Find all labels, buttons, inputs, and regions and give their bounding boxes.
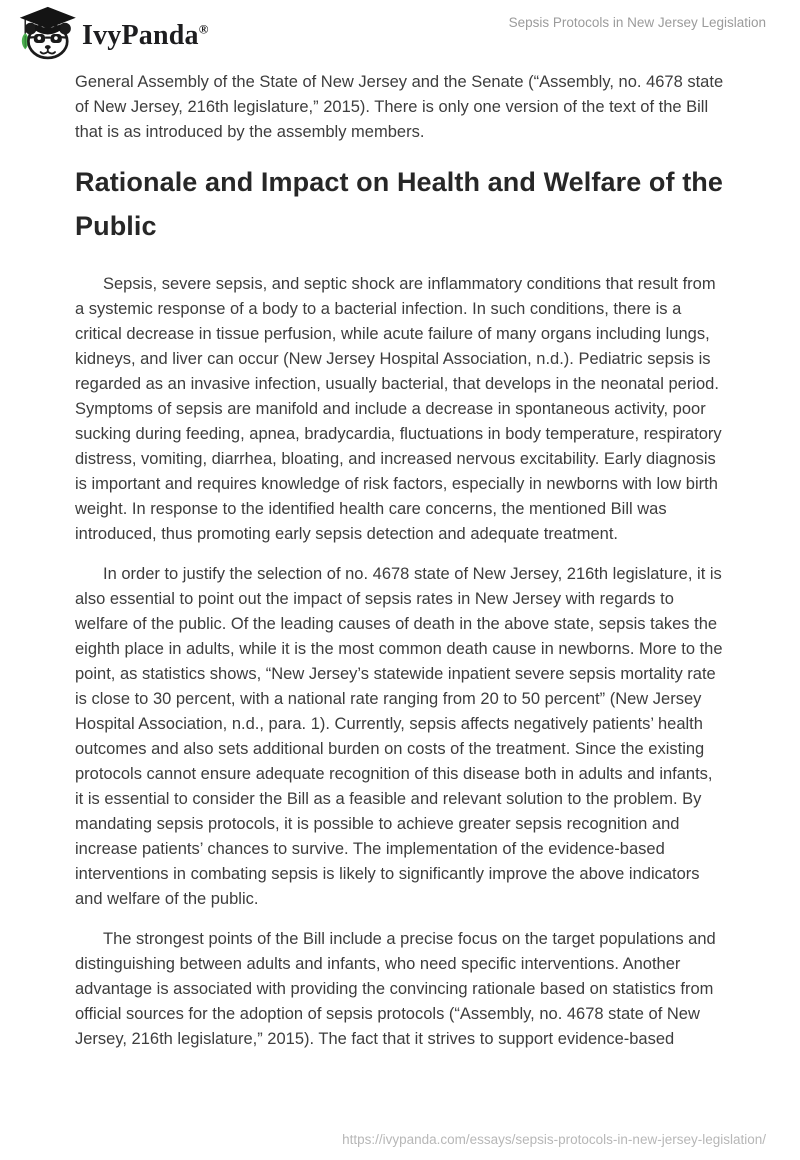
body-paragraph: Sepsis, severe sepsis, and septic shock are inflammatory conditions that result from a systemic response of a body to a bacterial infection. In such conditions, there is a critical decrease in tissue perfusion, while acute failure of many organs including lungs, kidneys, and liver can occur (New Jersey Hospital Association, n.d.). Pediatric sepsis is regarded as an invasive infection, usually bacterial, that develops in the neonatal period. Symptoms of sepsis are manifold and include a decrease in spontaneous activity, poor sucking during feeding, apnea, bradycardia, fluctuations in body temperature, respiratory distress, vomiting, diarrhea, bloating, and increased nervous excitability. Early diagnosis is important and requires knowledge of risk factors, especially in newborns with low birth weight. In response to the identified health care concerns, the mentioned Bill was introduced, thus promoting early sepsis detection and adequate treatment. (75, 275, 722, 543)
panda-logo-icon (13, 6, 79, 62)
ivypanda-logo[interactable] (13, 6, 209, 62)
registered-trademark-symbol: ® (198, 21, 209, 37)
body-paragraph: The strongest points of the Bill include a precise focus on the target populations and distinguishing between adults and infants, who need specific interventions. Another advantage is associated with providing the convincing rationale based on statistics from official sources for the adoption of sepsis protocols (“Assembly, no. 4678 state of New Jersey, 216th legislature,” 2015). The fact that it strives to support evidence-based (75, 930, 716, 1048)
essay-content (0, 66, 800, 1052)
body-paragraph: In order to justify the selection of no. 4678 state of New Jersey, 216th legislature, it is also essential to point out the impact of sepsis rates in New Jersey with regards to welfare of the public. Of the leading causes of death in the above state, sepsis takes the eighth place in adults, while it is the most common death cause in newborns. More to the point, as statistics shows, “New Jersey’s statewide inpatient severe sepsis mortality rate is close to 30 percent, with a national rate ranging from 20 to 50 percent” (New Jersey Hospital Association, n.d., para. 1). Currently, sepsis affects negatively patients’ health outcomes and also sets additional burden on costs of the treatment. Since the existing protocols cannot ensure adequate recognition of this disease both in adults and infants, it is essential to consider the Bill as a feasible and relevant solution to the problem. By mandating sepsis protocols, it is possible to achieve greater sepsis recognition and increase patients’ chances to survive. The implementation of the evidence-based interventions in combating sepsis is likely to significantly improve the above indicators and welfare of the public. (75, 565, 723, 908)
source-url-link[interactable]: https://ivypanda.com/essays/sepsis-protocols-in-new-jersey-legislation/ (342, 1132, 766, 1147)
intro-paragraph: General Assembly of the State of New Jersey and the Senate (“Assembly, no. 4678 state of New Jersey, 216th legislature,” 2015). There is only one version of the text of the Bill that is as introduced by the assembly members. (75, 73, 724, 141)
logo-text: IvyPanda (82, 20, 199, 51)
page-header (0, 0, 800, 66)
document-title: Sepsis Protocols in New Jersey Legislation (508, 15, 766, 30)
section-heading: Rationale and Impact on Health and Welfare of the Public (75, 167, 723, 241)
logo-wordmark (82, 18, 209, 50)
